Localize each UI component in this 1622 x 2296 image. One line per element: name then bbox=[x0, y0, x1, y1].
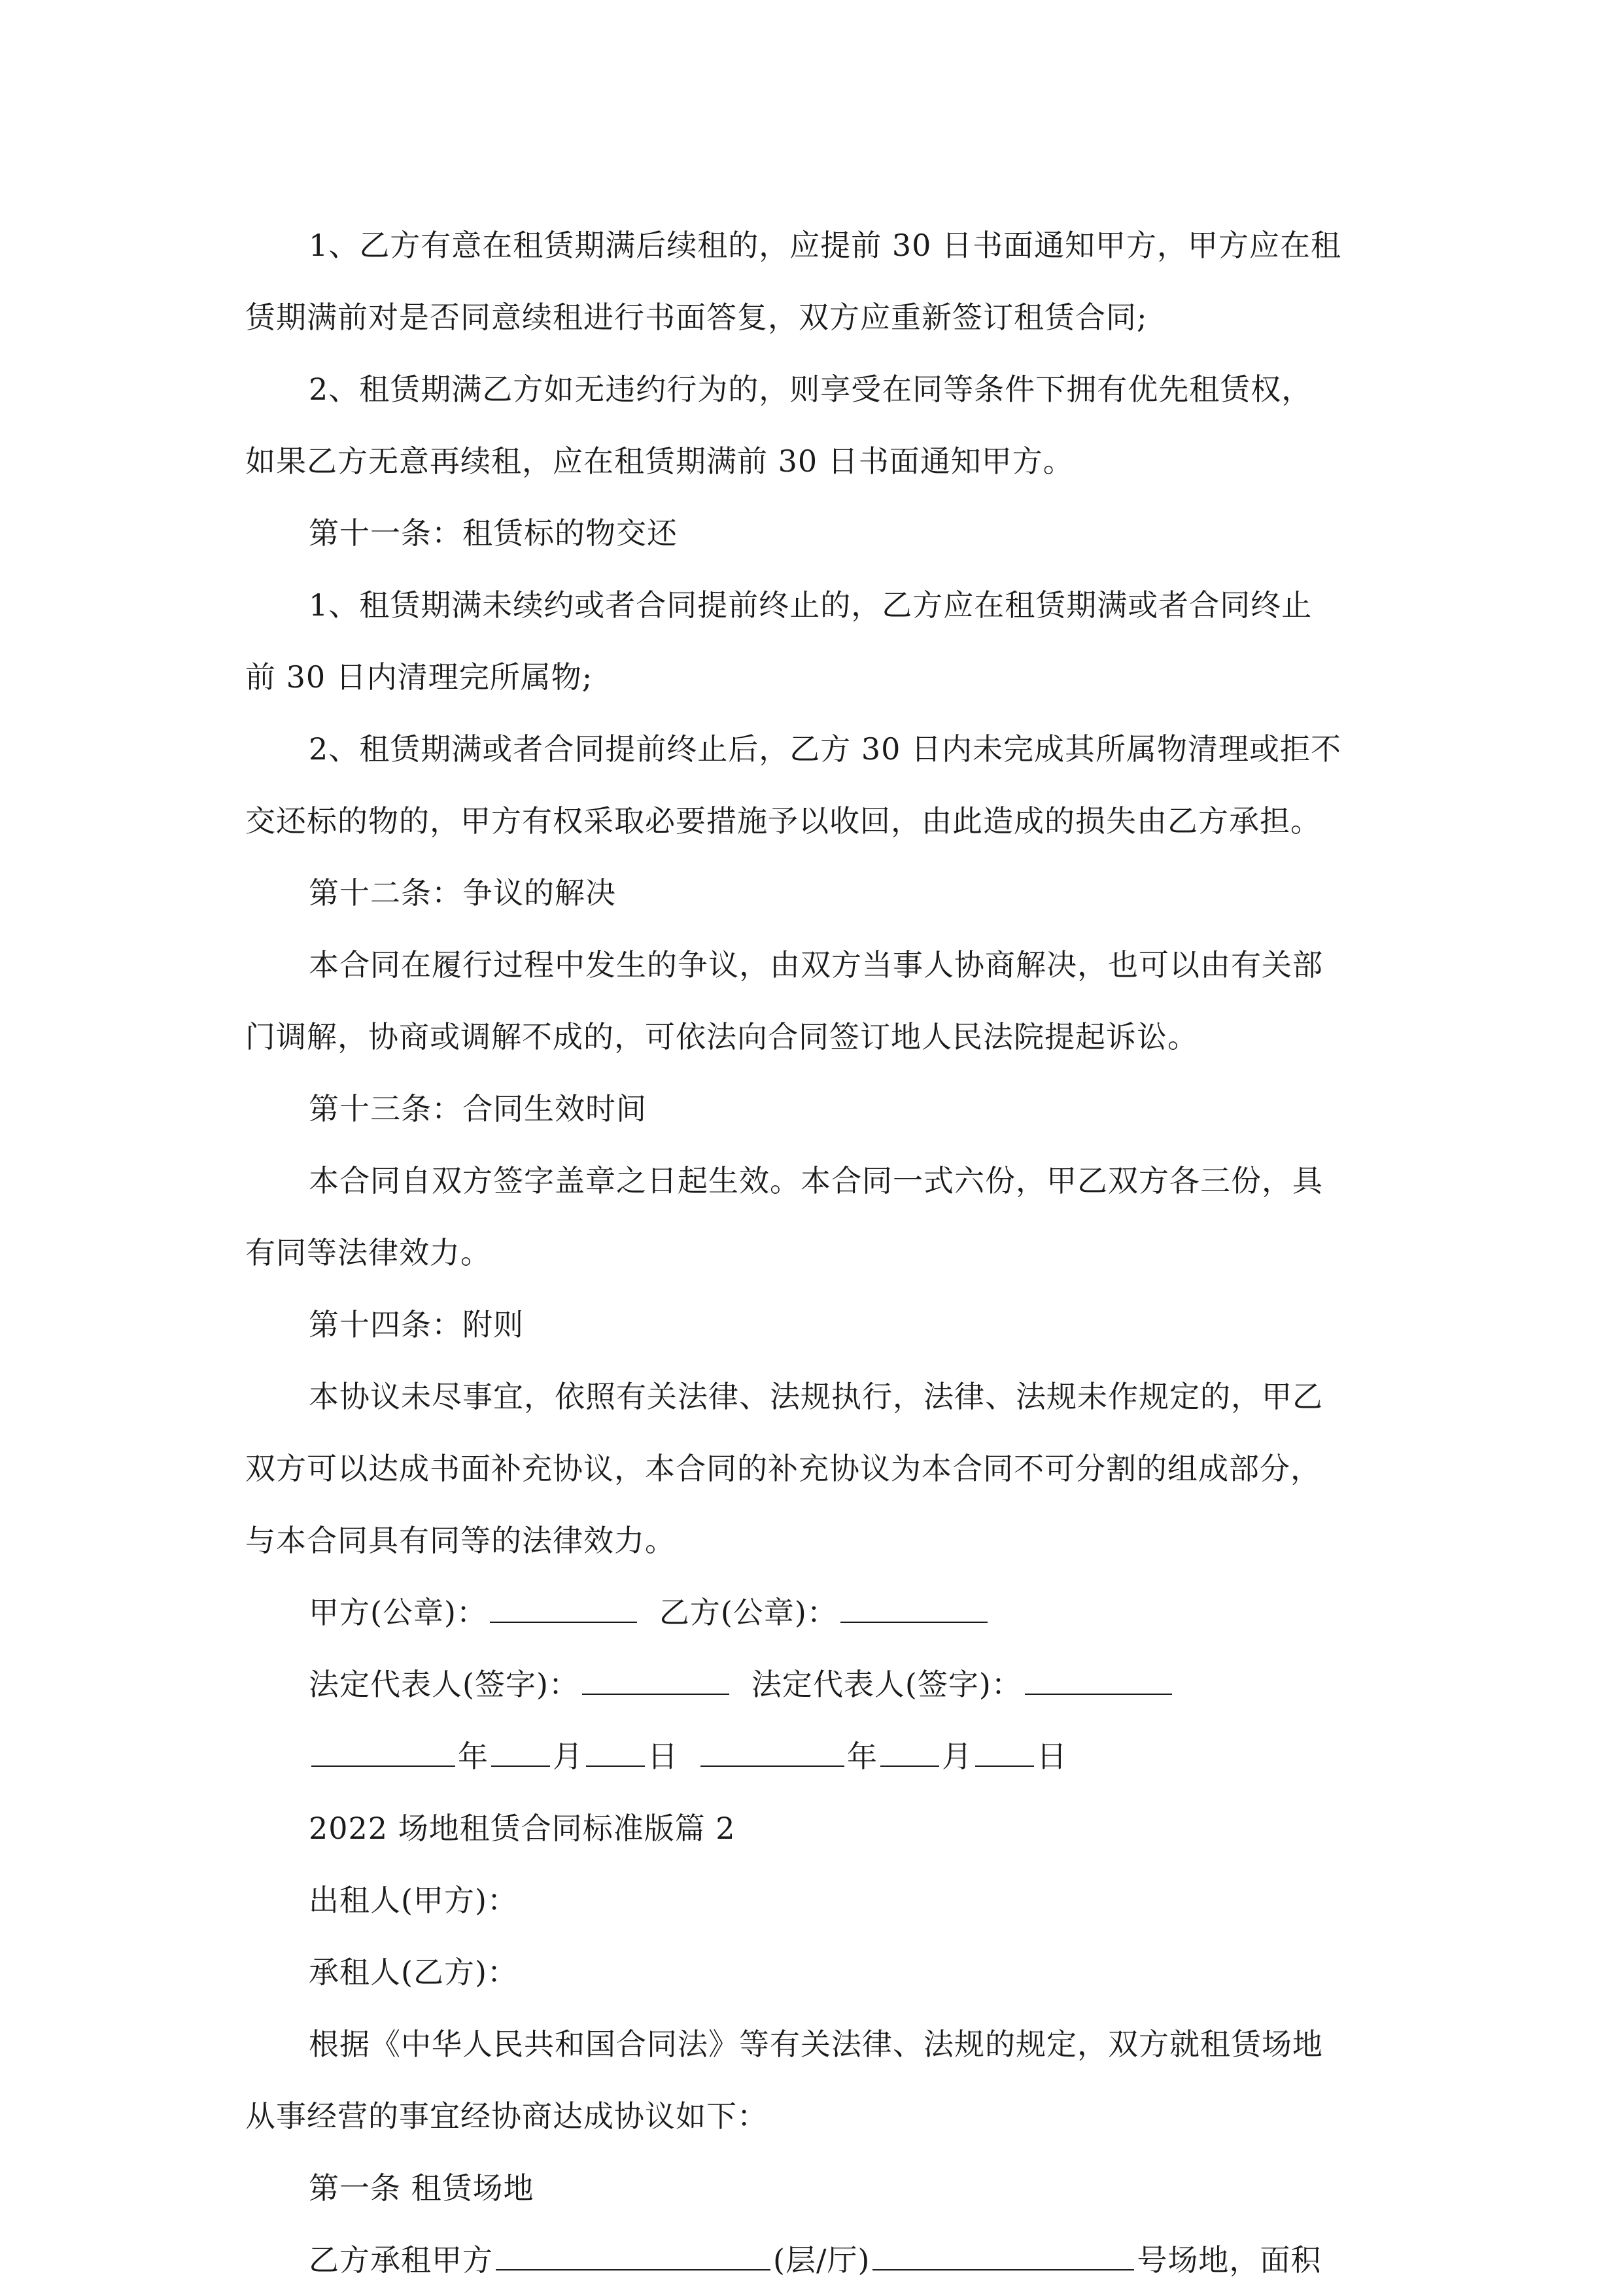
rep-a-blank[interactable] bbox=[582, 1667, 729, 1695]
intro-line2: 从事经营的事宜经协商达成协议如下： bbox=[245, 2098, 768, 2134]
rep-b-blank[interactable] bbox=[1025, 1667, 1172, 1695]
document-page bbox=[245, 209, 1393, 2296]
date-b-month-label: 月 bbox=[942, 1739, 973, 1774]
date-b-month-blank[interactable] bbox=[880, 1739, 939, 1767]
paragraph-renewal-2-line2: 如果乙方无意再续租，应在租赁期满前 30 日书面通知甲方。 bbox=[245, 444, 1074, 479]
paragraph-dispute-line1: 本合同在履行过程中发生的争议，由双方当事人协商解决，也可以由有关部 bbox=[309, 947, 1323, 983]
section-2-title: 2022 场地租赁合同标准版篇 2 bbox=[309, 1811, 736, 1846]
paragraph-return-2-line1: 2、租赁期满或者合同提前终止后，乙方 30 日内未完成其所属物清理或拒不 bbox=[309, 731, 1342, 767]
paragraph-supplement-line3: 与本合同具有同等的法律效力。 bbox=[245, 1523, 676, 1558]
paragraph-return-1-line1: 1、租赁期满未续约或者合同提前终止的，乙方应在租赁期满或者合同终止 bbox=[309, 587, 1313, 623]
article-13-heading: 第十三条：合同生效时间 bbox=[309, 1091, 647, 1126]
date-b-day-label: 日 bbox=[1037, 1739, 1067, 1774]
rent-suffix: 号场地，面积 bbox=[1137, 2242, 1322, 2278]
rep-a-label: 法定代表人(签字)： bbox=[309, 1667, 579, 1702]
intro-line1: 根据《中华人民共和国合同法》等有关法律、法规的规定，双方就租赁场地 bbox=[309, 2026, 1323, 2062]
representative-line bbox=[245, 1648, 1393, 1720]
party-b-seal-label: 乙方(公章)： bbox=[659, 1595, 838, 1630]
party-b-seal-blank[interactable] bbox=[840, 1595, 988, 1623]
lessor-line: 出租人(甲方)： bbox=[309, 1883, 518, 1918]
article-11-heading: 第十一条：租赁标的物交还 bbox=[309, 515, 678, 551]
party-a-seal-blank[interactable] bbox=[490, 1595, 637, 1623]
rent-premises-line bbox=[245, 2224, 1393, 2296]
party-a-seal-label: 甲方(公章)： bbox=[309, 1595, 487, 1630]
article-14-heading: 第十四条：附则 bbox=[309, 1307, 524, 1342]
paragraph-return-1-line2: 前 30 日内清理完所属物; bbox=[245, 659, 593, 695]
paragraph-renewal-1-line2: 赁期满前对是否同意续租进行书面答复，双方应重新签订租赁合同; bbox=[245, 300, 1148, 335]
date-a-day-blank[interactable] bbox=[586, 1739, 645, 1767]
article-12-heading: 第十二条：争议的解决 bbox=[309, 875, 616, 911]
rent-floor-label: (层/厅) bbox=[773, 2242, 871, 2278]
lessee-line: 承租人(乙方)： bbox=[309, 1955, 518, 1990]
paragraph-supplement-line1: 本协议未尽事宜，依照有关法律、法规执行，法律、法规未作规定的，甲乙 bbox=[309, 1379, 1323, 1414]
date-a-day-label: 日 bbox=[647, 1739, 678, 1774]
date-b-day-blank[interactable] bbox=[975, 1739, 1034, 1767]
seal-line bbox=[245, 1576, 1393, 1648]
date-line bbox=[245, 1720, 1393, 1792]
date-a-month-blank[interactable] bbox=[491, 1739, 550, 1767]
date-a-year-label: 年 bbox=[458, 1739, 489, 1774]
paragraph-dispute-line2: 门调解，协商或调解不成的，可依法向合同签订地人民法院提起诉讼。 bbox=[245, 1019, 1198, 1054]
paragraph-renewal-1-line1: 1、乙方有意在租赁期满后续租的，应提前 30 日书面通知甲方，甲方应在租 bbox=[309, 228, 1342, 263]
paragraph-effective-line1: 本合同自双方签字盖章之日起生效。本合同一式六份，甲乙双方各三份，具 bbox=[309, 1163, 1323, 1198]
rent-prefix: 乙方承租甲方 bbox=[309, 2242, 493, 2278]
date-a-year-blank[interactable] bbox=[311, 1739, 455, 1767]
article-1-heading: 第一条 租赁场地 bbox=[309, 2170, 534, 2206]
date-a-month-label: 月 bbox=[553, 1739, 583, 1774]
paragraph-supplement-line2: 双方可以达成书面补充协议，本合同的补充协议为本合同不可分割的组成部分， bbox=[245, 1451, 1321, 1486]
rep-b-label: 法定代表人(签字)： bbox=[751, 1667, 1022, 1702]
paragraph-effective-line2: 有同等法律效力。 bbox=[245, 1235, 491, 1270]
date-b-year-label: 年 bbox=[847, 1739, 878, 1774]
site-number-blank[interactable] bbox=[872, 2243, 1134, 2270]
date-b-year-blank[interactable] bbox=[700, 1739, 844, 1767]
paragraph-return-2-line2: 交还标的物的，甲方有权采取必要措施予以收回，由此造成的损失由乙方承担。 bbox=[245, 803, 1321, 839]
floor-blank[interactable] bbox=[496, 2243, 770, 2270]
paragraph-renewal-2-line1: 2、租赁期满乙方如无违约行为的，则享受在同等条件下拥有优先租赁权， bbox=[309, 372, 1313, 407]
